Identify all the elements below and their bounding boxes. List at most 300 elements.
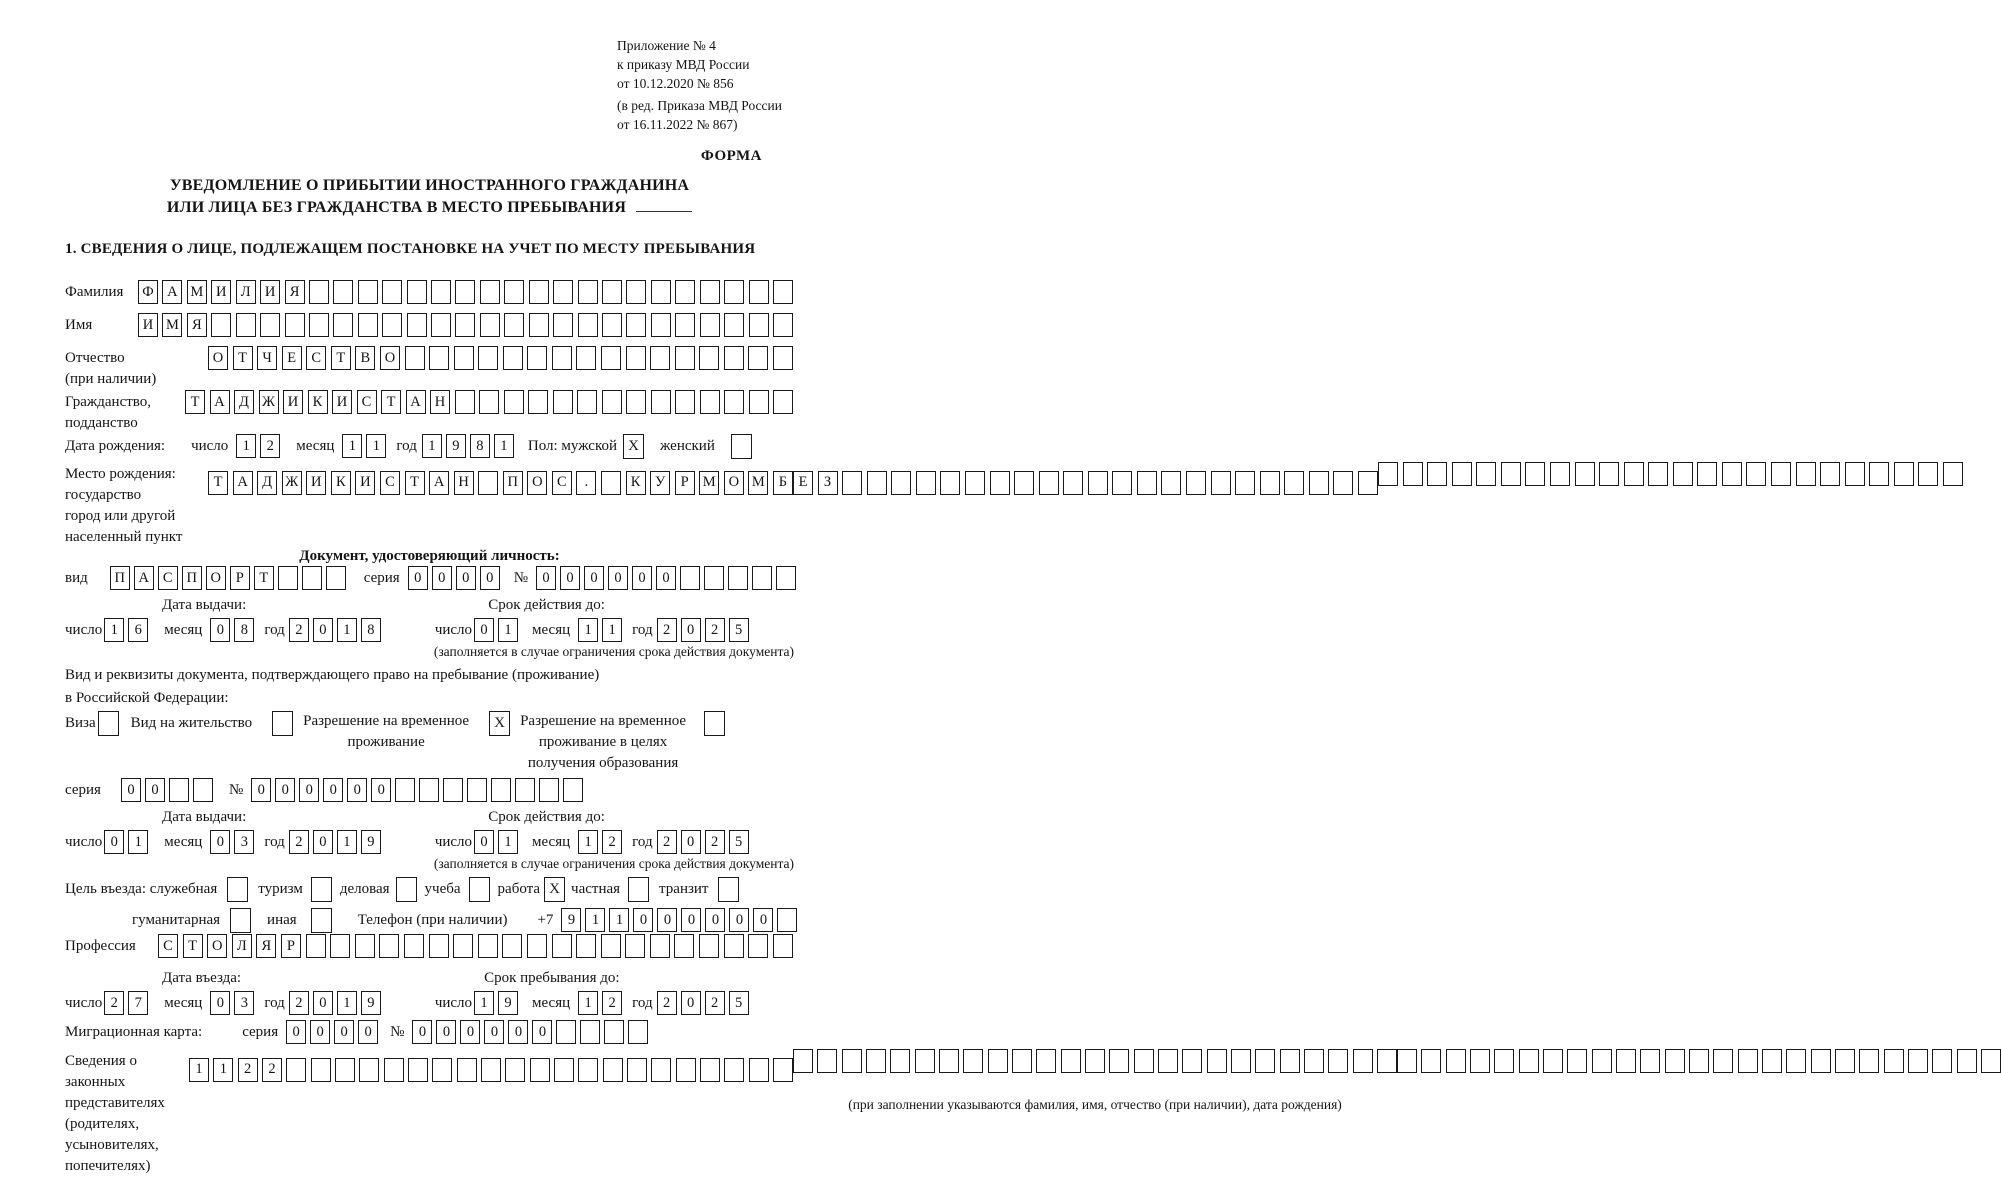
stay-valid-month-box[interactable]: 1 <box>578 830 598 854</box>
stay-doc-number-box[interactable]: 0 <box>323 778 343 802</box>
birth-place-1-box[interactable]: С <box>552 471 572 495</box>
migration-card-number-box[interactable]: 0 <box>436 1020 456 1044</box>
birth-place-1-box[interactable]: Б <box>773 471 793 495</box>
legal-representatives-3-box[interactable] <box>1835 1049 1855 1073</box>
birth-place-1-box[interactable]: Д <box>257 471 277 495</box>
issue-year-box[interactable]: 1 <box>337 618 357 642</box>
birth-place-1-box[interactable]: Т <box>405 471 425 495</box>
given-name-box[interactable] <box>675 313 695 337</box>
doc-series-box[interactable]: 0 <box>408 566 428 590</box>
issue-year-box[interactable]: 0 <box>313 618 333 642</box>
citizenship-box[interactable]: Т <box>381 390 401 414</box>
legal-representatives-3-box[interactable] <box>1567 1049 1587 1073</box>
patronymic-box[interactable] <box>748 346 768 370</box>
profession-box[interactable] <box>453 934 473 958</box>
given-name-box[interactable] <box>578 313 598 337</box>
birth-place-3-box[interactable] <box>1599 462 1619 486</box>
legal-representatives-1-box[interactable] <box>505 1058 525 1082</box>
birth-place-2-box[interactable] <box>1137 471 1157 495</box>
given-name-box[interactable] <box>749 313 769 337</box>
birth-place-3-box[interactable] <box>1427 462 1447 486</box>
patronymic-box[interactable] <box>527 346 547 370</box>
legal-representatives-1-box[interactable] <box>603 1058 623 1082</box>
checkbox-purpose-other[interactable] <box>311 908 332 933</box>
legal-representatives-1-box[interactable] <box>408 1058 428 1082</box>
stay-until-day-box[interactable]: 9 <box>498 991 518 1015</box>
issue-month-box[interactable]: 0 <box>210 618 230 642</box>
birth-place-1-box[interactable]: Н <box>454 471 474 495</box>
surname-box[interactable] <box>333 280 353 304</box>
profession-box[interactable] <box>724 934 744 958</box>
doc-series-box[interactable]: 0 <box>456 566 476 590</box>
citizenship-box[interactable] <box>553 390 573 414</box>
profession-box[interactable]: С <box>158 934 178 958</box>
stay-valid-year-box[interactable]: 2 <box>657 830 677 854</box>
doc-number-box[interactable] <box>704 566 724 590</box>
birth-place-1-box[interactable]: М <box>699 471 719 495</box>
legal-representatives-2-box[interactable] <box>1353 1049 1373 1073</box>
migration-card-number-box[interactable]: 0 <box>412 1020 432 1044</box>
stay-issue-month-box[interactable]: 0 <box>210 830 230 854</box>
stay-doc-number-box[interactable] <box>515 778 535 802</box>
surname-box[interactable] <box>626 280 646 304</box>
legal-representatives-3-box[interactable] <box>1884 1049 1904 1073</box>
doc-type-box[interactable]: О <box>206 566 226 590</box>
stay-until-month-box[interactable]: 2 <box>602 991 622 1015</box>
entry-day-box[interactable]: 2 <box>104 991 124 1015</box>
given-name-box[interactable]: И <box>138 313 158 337</box>
surname-box[interactable]: Л <box>236 280 256 304</box>
birth-place-3-box[interactable] <box>1624 462 1644 486</box>
patronymic-box[interactable]: О <box>208 346 228 370</box>
stay-doc-number-box[interactable] <box>419 778 439 802</box>
phone-box[interactable]: 1 <box>585 908 605 932</box>
stay-valid-year-box[interactable]: 2 <box>705 830 725 854</box>
migration-card-number-box[interactable]: 0 <box>532 1020 552 1044</box>
migration-card-number-box[interactable] <box>604 1020 624 1044</box>
given-name-box[interactable] <box>553 313 573 337</box>
stay-doc-number-box[interactable] <box>395 778 415 802</box>
checkbox-residence-permit[interactable] <box>272 711 293 736</box>
stay-doc-number-box[interactable]: 0 <box>299 778 319 802</box>
doc-type-box[interactable]: П <box>182 566 202 590</box>
legal-representatives-2-box[interactable] <box>939 1049 959 1073</box>
birth-place-2-box[interactable] <box>1235 471 1255 495</box>
phone-box[interactable]: 0 <box>681 908 701 932</box>
birth-year-box[interactable]: 1 <box>422 434 442 458</box>
birth-place-2-box[interactable] <box>1260 471 1280 495</box>
legal-representatives-1-box[interactable] <box>627 1058 647 1082</box>
doc-series-box[interactable]: 0 <box>480 566 500 590</box>
stay-doc-number-box[interactable] <box>443 778 463 802</box>
legal-representatives-1-box[interactable] <box>749 1058 769 1082</box>
given-name-box[interactable] <box>407 313 427 337</box>
doc-type-box[interactable]: А <box>134 566 154 590</box>
stay-issue-day-box[interactable]: 0 <box>104 830 124 854</box>
doc-type-box[interactable] <box>326 566 346 590</box>
doc-number-box[interactable] <box>728 566 748 590</box>
stay-until-month-box[interactable]: 1 <box>578 991 598 1015</box>
profession-box[interactable]: Р <box>281 934 301 958</box>
patronymic-box[interactable] <box>405 346 425 370</box>
citizenship-box[interactable]: А <box>210 390 230 414</box>
surname-box[interactable] <box>602 280 622 304</box>
migration-card-series-box[interactable]: 0 <box>358 1020 378 1044</box>
checkbox-purpose-tourism[interactable] <box>311 877 332 902</box>
phone-box[interactable]: 0 <box>657 908 677 932</box>
legal-representatives-2-box[interactable] <box>890 1049 910 1073</box>
legal-representatives-3-box[interactable] <box>1981 1049 2001 1073</box>
legal-representatives-2-box[interactable] <box>842 1049 862 1073</box>
surname-box[interactable] <box>675 280 695 304</box>
checkbox-purpose-humanitarian[interactable] <box>230 908 251 933</box>
entry-month-box[interactable]: 0 <box>210 991 230 1015</box>
doc-number-box[interactable]: 0 <box>536 566 556 590</box>
surname-box[interactable] <box>358 280 378 304</box>
stay-doc-series-box[interactable]: 0 <box>145 778 165 802</box>
doc-type-box[interactable]: Т <box>254 566 274 590</box>
legal-representatives-1-box[interactable] <box>724 1058 744 1082</box>
migration-card-number-box[interactable]: 0 <box>484 1020 504 1044</box>
phone-box[interactable]: 0 <box>753 908 773 932</box>
legal-representatives-3-box[interactable] <box>1762 1049 1782 1073</box>
legal-representatives-3-box[interactable] <box>1908 1049 1928 1073</box>
legal-representatives-1-box[interactable] <box>773 1058 793 1082</box>
legal-representatives-1-box[interactable] <box>676 1058 696 1082</box>
birth-year-box[interactable]: 9 <box>446 434 466 458</box>
stay-doc-series-box[interactable] <box>193 778 213 802</box>
profession-box[interactable] <box>330 934 350 958</box>
valid-year-box[interactable]: 2 <box>657 618 677 642</box>
entry-day-box[interactable]: 7 <box>128 991 148 1015</box>
checkbox-purpose-study[interactable] <box>469 877 490 902</box>
legal-representatives-1-box[interactable] <box>554 1058 574 1082</box>
birth-place-2-box[interactable] <box>891 471 911 495</box>
doc-type-box[interactable]: Р <box>230 566 250 590</box>
legal-representatives-2-box[interactable] <box>866 1049 886 1073</box>
given-name-box[interactable] <box>333 313 353 337</box>
given-name-box[interactable] <box>260 313 280 337</box>
given-name-box[interactable] <box>309 313 329 337</box>
birth-month-box[interactable]: 1 <box>342 434 362 458</box>
profession-box[interactable] <box>379 934 399 958</box>
patronymic-box[interactable]: О <box>380 346 400 370</box>
profession-box[interactable] <box>674 934 694 958</box>
stay-issue-month-box[interactable]: 3 <box>234 830 254 854</box>
legal-representatives-1-box[interactable] <box>457 1058 477 1082</box>
legal-representatives-2-box[interactable] <box>1377 1049 1397 1073</box>
citizenship-box[interactable]: Т <box>185 390 205 414</box>
valid-year-box[interactable]: 2 <box>705 618 725 642</box>
birth-place-3-box[interactable] <box>1476 462 1496 486</box>
legal-representatives-1-box[interactable] <box>384 1058 404 1082</box>
stay-doc-series-box[interactable]: 0 <box>121 778 141 802</box>
birth-place-2-box[interactable]: Е <box>793 471 813 495</box>
birth-place-1-box[interactable] <box>601 471 621 495</box>
profession-box[interactable] <box>429 934 449 958</box>
doc-number-box[interactable] <box>752 566 772 590</box>
patronymic-box[interactable] <box>626 346 646 370</box>
legal-representatives-1-box[interactable]: 2 <box>262 1058 282 1082</box>
checkbox-temporary-residence[interactable]: X <box>489 711 510 736</box>
legal-representatives-2-box[interactable] <box>1304 1049 1324 1073</box>
patronymic-box[interactable]: В <box>355 346 375 370</box>
entry-year-box[interactable]: 2 <box>289 991 309 1015</box>
birth-place-2-box[interactable] <box>1309 471 1329 495</box>
legal-representatives-2-box[interactable] <box>1231 1049 1251 1073</box>
birth-place-1-box[interactable]: П <box>503 471 523 495</box>
citizenship-box[interactable] <box>700 390 720 414</box>
legal-representatives-1-box[interactable] <box>311 1058 331 1082</box>
citizenship-box[interactable]: Д <box>234 390 254 414</box>
legal-representatives-3-box[interactable] <box>1543 1049 1563 1073</box>
stay-valid-year-box[interactable]: 0 <box>681 830 701 854</box>
given-name-box[interactable] <box>700 313 720 337</box>
birth-day-box[interactable]: 2 <box>260 434 280 458</box>
legal-representatives-3-box[interactable] <box>1470 1049 1490 1073</box>
birth-place-2-box[interactable] <box>1161 471 1181 495</box>
surname-box[interactable]: М <box>187 280 207 304</box>
migration-card-number-box[interactable]: 0 <box>460 1020 480 1044</box>
given-name-box[interactable] <box>773 313 793 337</box>
profession-box[interactable]: Л <box>232 934 252 958</box>
citizenship-box[interactable] <box>577 390 597 414</box>
legal-representatives-1-box[interactable]: 1 <box>213 1058 233 1082</box>
birth-place-2-box[interactable] <box>1088 471 1108 495</box>
surname-box[interactable] <box>382 280 402 304</box>
stay-until-day-box[interactable]: 1 <box>474 991 494 1015</box>
profession-box[interactable] <box>306 934 326 958</box>
legal-representatives-3-box[interactable] <box>1665 1049 1685 1073</box>
birth-place-3-box[interactable] <box>1845 462 1865 486</box>
citizenship-box[interactable] <box>749 390 769 414</box>
birth-place-3-box[interactable] <box>1943 462 1963 486</box>
migration-card-series-box[interactable]: 0 <box>310 1020 330 1044</box>
legal-representatives-1-box[interactable] <box>651 1058 671 1082</box>
surname-box[interactable] <box>578 280 598 304</box>
patronymic-box[interactable] <box>724 346 744 370</box>
doc-type-box[interactable] <box>278 566 298 590</box>
surname-box[interactable] <box>309 280 329 304</box>
surname-box[interactable]: Я <box>285 280 305 304</box>
birth-place-3-box[interactable] <box>1697 462 1717 486</box>
birth-place-3-box[interactable] <box>1648 462 1668 486</box>
citizenship-box[interactable]: И <box>283 390 303 414</box>
legal-representatives-1-box[interactable]: 1 <box>189 1058 209 1082</box>
migration-card-series-box[interactable]: 0 <box>286 1020 306 1044</box>
birth-place-2-box[interactable] <box>1112 471 1132 495</box>
profession-box[interactable]: Т <box>183 934 203 958</box>
birth-place-1-box[interactable]: У <box>650 471 670 495</box>
birth-place-1-box[interactable]: С <box>380 471 400 495</box>
patronymic-box[interactable]: Ч <box>257 346 277 370</box>
legal-representatives-1-box[interactable] <box>578 1058 598 1082</box>
birth-place-3-box[interactable] <box>1550 462 1570 486</box>
patronymic-box[interactable] <box>699 346 719 370</box>
migration-card-number-box[interactable] <box>628 1020 648 1044</box>
doc-type-box[interactable]: С <box>158 566 178 590</box>
checkbox-visa[interactable] <box>98 711 119 736</box>
phone-box[interactable] <box>777 908 797 932</box>
citizenship-box[interactable]: Н <box>430 390 450 414</box>
citizenship-box[interactable]: Ж <box>259 390 279 414</box>
citizenship-box[interactable] <box>773 390 793 414</box>
given-name-box[interactable] <box>626 313 646 337</box>
legal-representatives-1-box[interactable] <box>432 1058 452 1082</box>
patronymic-box[interactable] <box>478 346 498 370</box>
stay-doc-number-box[interactable] <box>563 778 583 802</box>
citizenship-box[interactable] <box>602 390 622 414</box>
citizenship-box[interactable] <box>651 390 671 414</box>
given-name-box[interactable]: Я <box>187 313 207 337</box>
stay-valid-day-box[interactable]: 1 <box>498 830 518 854</box>
phone-box[interactable]: 1 <box>609 908 629 932</box>
legal-representatives-3-box[interactable] <box>1446 1049 1466 1073</box>
legal-representatives-2-box[interactable] <box>1109 1049 1129 1073</box>
profession-box[interactable] <box>552 934 572 958</box>
birth-place-2-box[interactable]: З <box>818 471 838 495</box>
issue-day-box[interactable]: 1 <box>104 618 124 642</box>
birth-place-3-box[interactable] <box>1378 462 1398 486</box>
doc-number-box[interactable]: 0 <box>632 566 652 590</box>
surname-box[interactable]: Ф <box>138 280 158 304</box>
profession-box[interactable] <box>625 934 645 958</box>
patronymic-box[interactable] <box>503 346 523 370</box>
checkbox-female[interactable] <box>731 434 752 459</box>
profession-box[interactable] <box>502 934 522 958</box>
doc-number-box[interactable] <box>776 566 796 590</box>
patronymic-box[interactable] <box>675 346 695 370</box>
profession-box[interactable] <box>601 934 621 958</box>
birth-place-3-box[interactable] <box>1918 462 1938 486</box>
given-name-box[interactable] <box>480 313 500 337</box>
checkbox-purpose-work[interactable]: X <box>544 877 565 902</box>
surname-box[interactable] <box>553 280 573 304</box>
birth-place-3-box[interactable] <box>1746 462 1766 486</box>
surname-box[interactable] <box>749 280 769 304</box>
patronymic-box[interactable] <box>454 346 474 370</box>
citizenship-box[interactable] <box>675 390 695 414</box>
entry-year-box[interactable]: 1 <box>337 991 357 1015</box>
stay-doc-number-box[interactable] <box>467 778 487 802</box>
birth-place-3-box[interactable] <box>1452 462 1472 486</box>
checkbox-purpose-official[interactable] <box>227 877 248 902</box>
stay-doc-number-box[interactable]: 0 <box>347 778 367 802</box>
legal-representatives-1-box[interactable] <box>335 1058 355 1082</box>
legal-representatives-3-box[interactable] <box>1811 1049 1831 1073</box>
profession-box[interactable] <box>699 934 719 958</box>
profession-box[interactable] <box>355 934 375 958</box>
surname-box[interactable] <box>504 280 524 304</box>
birth-place-1-box[interactable]: О <box>724 471 744 495</box>
surname-box[interactable]: И <box>260 280 280 304</box>
profession-box[interactable] <box>527 934 547 958</box>
given-name-box[interactable] <box>211 313 231 337</box>
birth-place-2-box[interactable] <box>1211 471 1231 495</box>
stay-until-year-box[interactable]: 2 <box>657 991 677 1015</box>
given-name-box[interactable] <box>236 313 256 337</box>
birth-place-2-box[interactable] <box>1039 471 1059 495</box>
birth-place-2-box[interactable] <box>990 471 1010 495</box>
stay-issue-year-box[interactable]: 2 <box>289 830 309 854</box>
birth-place-2-box[interactable] <box>1358 471 1378 495</box>
legal-representatives-2-box[interactable] <box>1328 1049 1348 1073</box>
legal-representatives-3-box[interactable] <box>1421 1049 1441 1073</box>
legal-representatives-1-box[interactable] <box>530 1058 550 1082</box>
birth-place-3-box[interactable] <box>1820 462 1840 486</box>
birth-place-1-box[interactable] <box>478 471 498 495</box>
birth-place-1-box[interactable]: И <box>306 471 326 495</box>
stay-valid-year-box[interactable]: 5 <box>729 830 749 854</box>
citizenship-box[interactable]: А <box>406 390 426 414</box>
checkbox-purpose-business[interactable] <box>396 877 417 902</box>
profession-box[interactable] <box>650 934 670 958</box>
doc-number-box[interactable]: 0 <box>656 566 676 590</box>
legal-representatives-2-box[interactable] <box>1134 1049 1154 1073</box>
birth-place-3-box[interactable] <box>1403 462 1423 486</box>
phone-box[interactable]: 0 <box>729 908 749 932</box>
birth-place-3-box[interactable] <box>1771 462 1791 486</box>
profession-box[interactable]: Я <box>256 934 276 958</box>
surname-box[interactable] <box>407 280 427 304</box>
legal-representatives-3-box[interactable] <box>1713 1049 1733 1073</box>
issue-year-box[interactable]: 8 <box>361 618 381 642</box>
stay-until-year-box[interactable]: 2 <box>705 991 725 1015</box>
birth-place-3-box[interactable] <box>1796 462 1816 486</box>
profession-box[interactable] <box>478 934 498 958</box>
patronymic-box[interactable]: Т <box>331 346 351 370</box>
legal-representatives-2-box[interactable] <box>817 1049 837 1073</box>
patronymic-box[interactable] <box>650 346 670 370</box>
stay-issue-day-box[interactable]: 1 <box>128 830 148 854</box>
legal-representatives-1-box[interactable] <box>481 1058 501 1082</box>
valid-month-box[interactable]: 1 <box>578 618 598 642</box>
stay-doc-number-box[interactable] <box>539 778 559 802</box>
doc-number-box[interactable]: 0 <box>608 566 628 590</box>
phone-box[interactable]: 9 <box>561 908 581 932</box>
citizenship-box[interactable]: С <box>357 390 377 414</box>
birth-place-1-box[interactable]: Ж <box>282 471 302 495</box>
profession-box[interactable] <box>773 934 793 958</box>
given-name-box[interactable] <box>724 313 744 337</box>
patronymic-box[interactable] <box>773 346 793 370</box>
birth-place-1-box[interactable]: М <box>748 471 768 495</box>
surname-box[interactable]: И <box>211 280 231 304</box>
birth-place-1-box[interactable]: А <box>429 471 449 495</box>
legal-representatives-1-box[interactable] <box>286 1058 306 1082</box>
surname-box[interactable] <box>455 280 475 304</box>
birth-place-1-box[interactable]: И <box>355 471 375 495</box>
citizenship-box[interactable] <box>504 390 524 414</box>
stay-valid-month-box[interactable]: 2 <box>602 830 622 854</box>
birth-place-2-box[interactable] <box>1333 471 1353 495</box>
birth-place-2-box[interactable] <box>1284 471 1304 495</box>
birth-place-1-box[interactable]: К <box>626 471 646 495</box>
legal-representatives-3-box[interactable] <box>1932 1049 1952 1073</box>
birth-place-1-box[interactable]: А <box>233 471 253 495</box>
birth-place-1-box[interactable]: . <box>576 471 596 495</box>
citizenship-box[interactable] <box>455 390 475 414</box>
migration-card-number-box[interactable] <box>580 1020 600 1044</box>
legal-representatives-2-box[interactable] <box>1061 1049 1081 1073</box>
birth-month-box[interactable]: 1 <box>366 434 386 458</box>
surname-box[interactable] <box>724 280 744 304</box>
doc-number-box[interactable]: 0 <box>584 566 604 590</box>
legal-representatives-2-box[interactable] <box>1158 1049 1178 1073</box>
checkbox-temporary-residence-education[interactable] <box>704 711 725 736</box>
stay-doc-number-box[interactable] <box>491 778 511 802</box>
birth-place-2-box[interactable] <box>1063 471 1083 495</box>
